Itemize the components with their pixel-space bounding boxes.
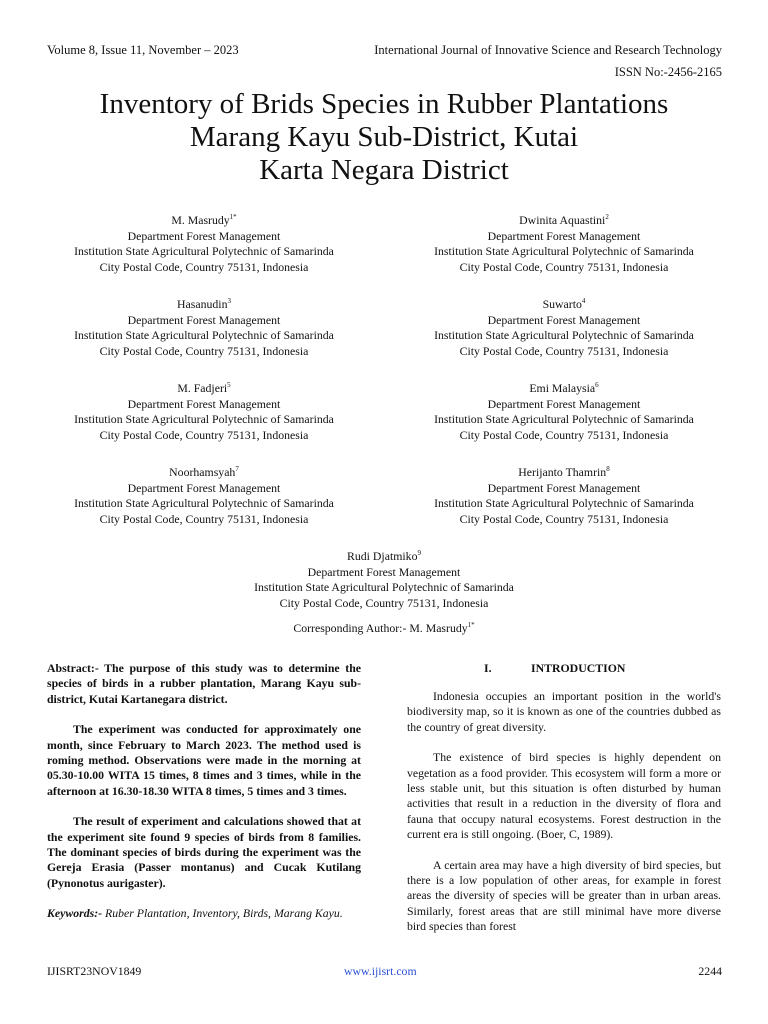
- footer-paper-id: IJISRT23NOV1849: [47, 964, 142, 978]
- author-city: City Postal Code, Country 75131, Indonesia: [459, 511, 669, 526]
- author-inst: Institution State Agricultural Polytechnic of Samarinda: [74, 496, 334, 510]
- abstract-paragraph: The experiment was conducted for approximately one month, since February to March 2023. The method used is roming method. Observations were made in the morning at 05.30-10.00 WITA 15 times, 8 times and 3 times, while in the afternoon at 16.30-18.30 WITA 8 times, 5 times and 3 times.: [47, 722, 361, 798]
- author-city: City Postal Code, Country 75131, Indonesia: [279, 595, 489, 610]
- author-block: [204, 549, 564, 611]
- author-block: [24, 465, 384, 527]
- author-block: [384, 297, 744, 359]
- footer-page-number: 2244: [698, 964, 722, 978]
- author-inst: Institution State Agricultural Polytechnic of Samarinda: [434, 244, 694, 258]
- keywords-text: Ruber Plantation, Inventory, Birds, Marang Kayu.: [102, 906, 343, 921]
- author-dept: Department Forest Management: [487, 480, 641, 495]
- author-sup: 5: [227, 381, 231, 390]
- author-sup: 1*: [229, 213, 237, 222]
- author-sup: 3: [227, 297, 231, 306]
- paper-title: [40, 88, 728, 187]
- author-dept: Department Forest Management: [127, 480, 281, 495]
- author-inst: Institution State Agricultural Polytechnic of Samarinda: [254, 580, 514, 594]
- author-city: City Postal Code, Country 75131, Indonesia: [99, 259, 309, 274]
- abstract-paragraph: The result of experiment and calculations showed that at the experiment site found 9 species of birds from 8 families. The dominant species of birds during the experiment was the Gereja Erasia (Passer montanus) and Cucak Kutilang (Pynonotus aurigaster).: [47, 814, 361, 890]
- introduction-column: [407, 661, 721, 950]
- intro-paragraph: The existence of bird species is highly dependent on vegetation as a food provider. This ecosystem will form a more or less stable unit, but this situation is often disturbed by human activities that result in a reduction in the diversity of flora and fauna that occupy natural ecosystems. Forest destruction in the current era is still ongoing. (Boer, C, 1989).: [407, 750, 721, 842]
- author-name: Emi Malaysia: [529, 381, 596, 395]
- author-sup: 9: [417, 549, 421, 558]
- author-city: City Postal Code, Country 75131, Indonesia: [99, 511, 309, 526]
- author-dept: Department Forest Management: [127, 396, 281, 411]
- author-inst: Institution State Agricultural Polytechnic of Samarinda: [434, 328, 694, 342]
- author-dept: Department Forest Management: [487, 228, 641, 243]
- author-name: Noorhamsyah: [169, 465, 236, 479]
- author-block: [384, 381, 744, 443]
- author-inst: Institution State Agricultural Polytechnic of Samarinda: [74, 412, 334, 426]
- author-dept: Department Forest Management: [487, 312, 641, 327]
- corresponding-label: Corresponding Author:- M. Masrudy: [293, 621, 468, 635]
- author-dept: Department Forest Management: [307, 564, 461, 579]
- author-dept: Department Forest Management: [127, 312, 281, 327]
- author-name: Suwarto: [542, 297, 582, 311]
- intro-paragraph: A certain area may have a high diversity of bird species, but there is a low population of other areas, for example in forest areas the diversity of species will be greater than in urban areas. Similarly, forest areas that are still minimal have more diverse bird species than forest: [407, 857, 721, 934]
- author-sup: 8: [606, 465, 610, 474]
- author-name: Herijanto Thamrin: [518, 465, 607, 479]
- author-sup: 7: [235, 465, 239, 474]
- header-journal: International Journal of Innovative Science and Research Technology: [374, 43, 722, 57]
- abstract-paragraph: Abstract:- The purpose of this study was to determine the species of birds in a rubber plantation, Marang Kayu sub-district, Kutai Kartanegara district.: [47, 661, 361, 706]
- footer-url-link[interactable]: www.ijisrt.com: [344, 964, 417, 978]
- author-inst: Institution State Agricultural Polytechnic of Samarinda: [434, 412, 694, 426]
- title-line-1: Inventory of Brids Species in Rubber Plantations: [99, 88, 669, 120]
- author-city: City Postal Code, Country 75131, Indonesia: [99, 343, 309, 358]
- header-volume: Volume 8, Issue 11, November – 2023: [47, 43, 239, 57]
- author-city: City Postal Code, Country 75131, Indonesia: [459, 259, 669, 274]
- author-sup: 4: [581, 297, 586, 306]
- author-inst: Institution State Agricultural Polytechnic of Samarinda: [434, 496, 694, 510]
- author-dept: Department Forest Management: [487, 396, 641, 411]
- author-block: [384, 465, 744, 527]
- abstract-column: [47, 661, 361, 937]
- author-city: City Postal Code, Country 75131, Indonesia: [459, 427, 669, 442]
- author-inst: Institution State Agricultural Polytechnic of Samarinda: [74, 244, 334, 258]
- title-line-3: Karta Negara District: [259, 154, 509, 186]
- author-name: M. Masrudy: [171, 213, 230, 227]
- section-title: INTRODUCTION: [531, 661, 626, 675]
- author-inst: Institution State Agricultural Polytechnic of Samarinda: [74, 328, 334, 342]
- author-block: [24, 297, 384, 359]
- author-name: M. Fadjeri: [177, 381, 228, 395]
- keywords-label: Keywords:-: [47, 906, 103, 921]
- intro-paragraph: Indonesia occupies an important position in the world's biodiversity map, so it is known as one of the countries dubbed as the country of great diversity.: [407, 689, 721, 734]
- header-issn: ISSN No:-2456-2165: [614, 65, 722, 79]
- author-dept: Department Forest Management: [127, 228, 281, 243]
- author-city: City Postal Code, Country 75131, Indonesia: [99, 427, 309, 442]
- author-name: Rudi Djatmiko: [347, 549, 418, 563]
- author-block: [24, 381, 384, 443]
- author-name: Hasanudin: [177, 297, 228, 311]
- section-number: I.: [484, 661, 492, 675]
- keywords: [47, 906, 361, 921]
- author-name: Dwinita Aquastini: [519, 213, 606, 227]
- author-sup: 6: [595, 381, 599, 390]
- author-sup: 2: [605, 213, 609, 222]
- corresponding-author: [164, 621, 604, 636]
- corresponding-sup: 1*: [467, 621, 475, 630]
- author-block: [24, 213, 384, 275]
- author-city: City Postal Code, Country 75131, Indonesia: [459, 343, 669, 358]
- title-line-2: Marang Kayu Sub-District, Kutai: [189, 121, 579, 153]
- author-block: [384, 213, 744, 275]
- section-heading: [407, 661, 721, 677]
